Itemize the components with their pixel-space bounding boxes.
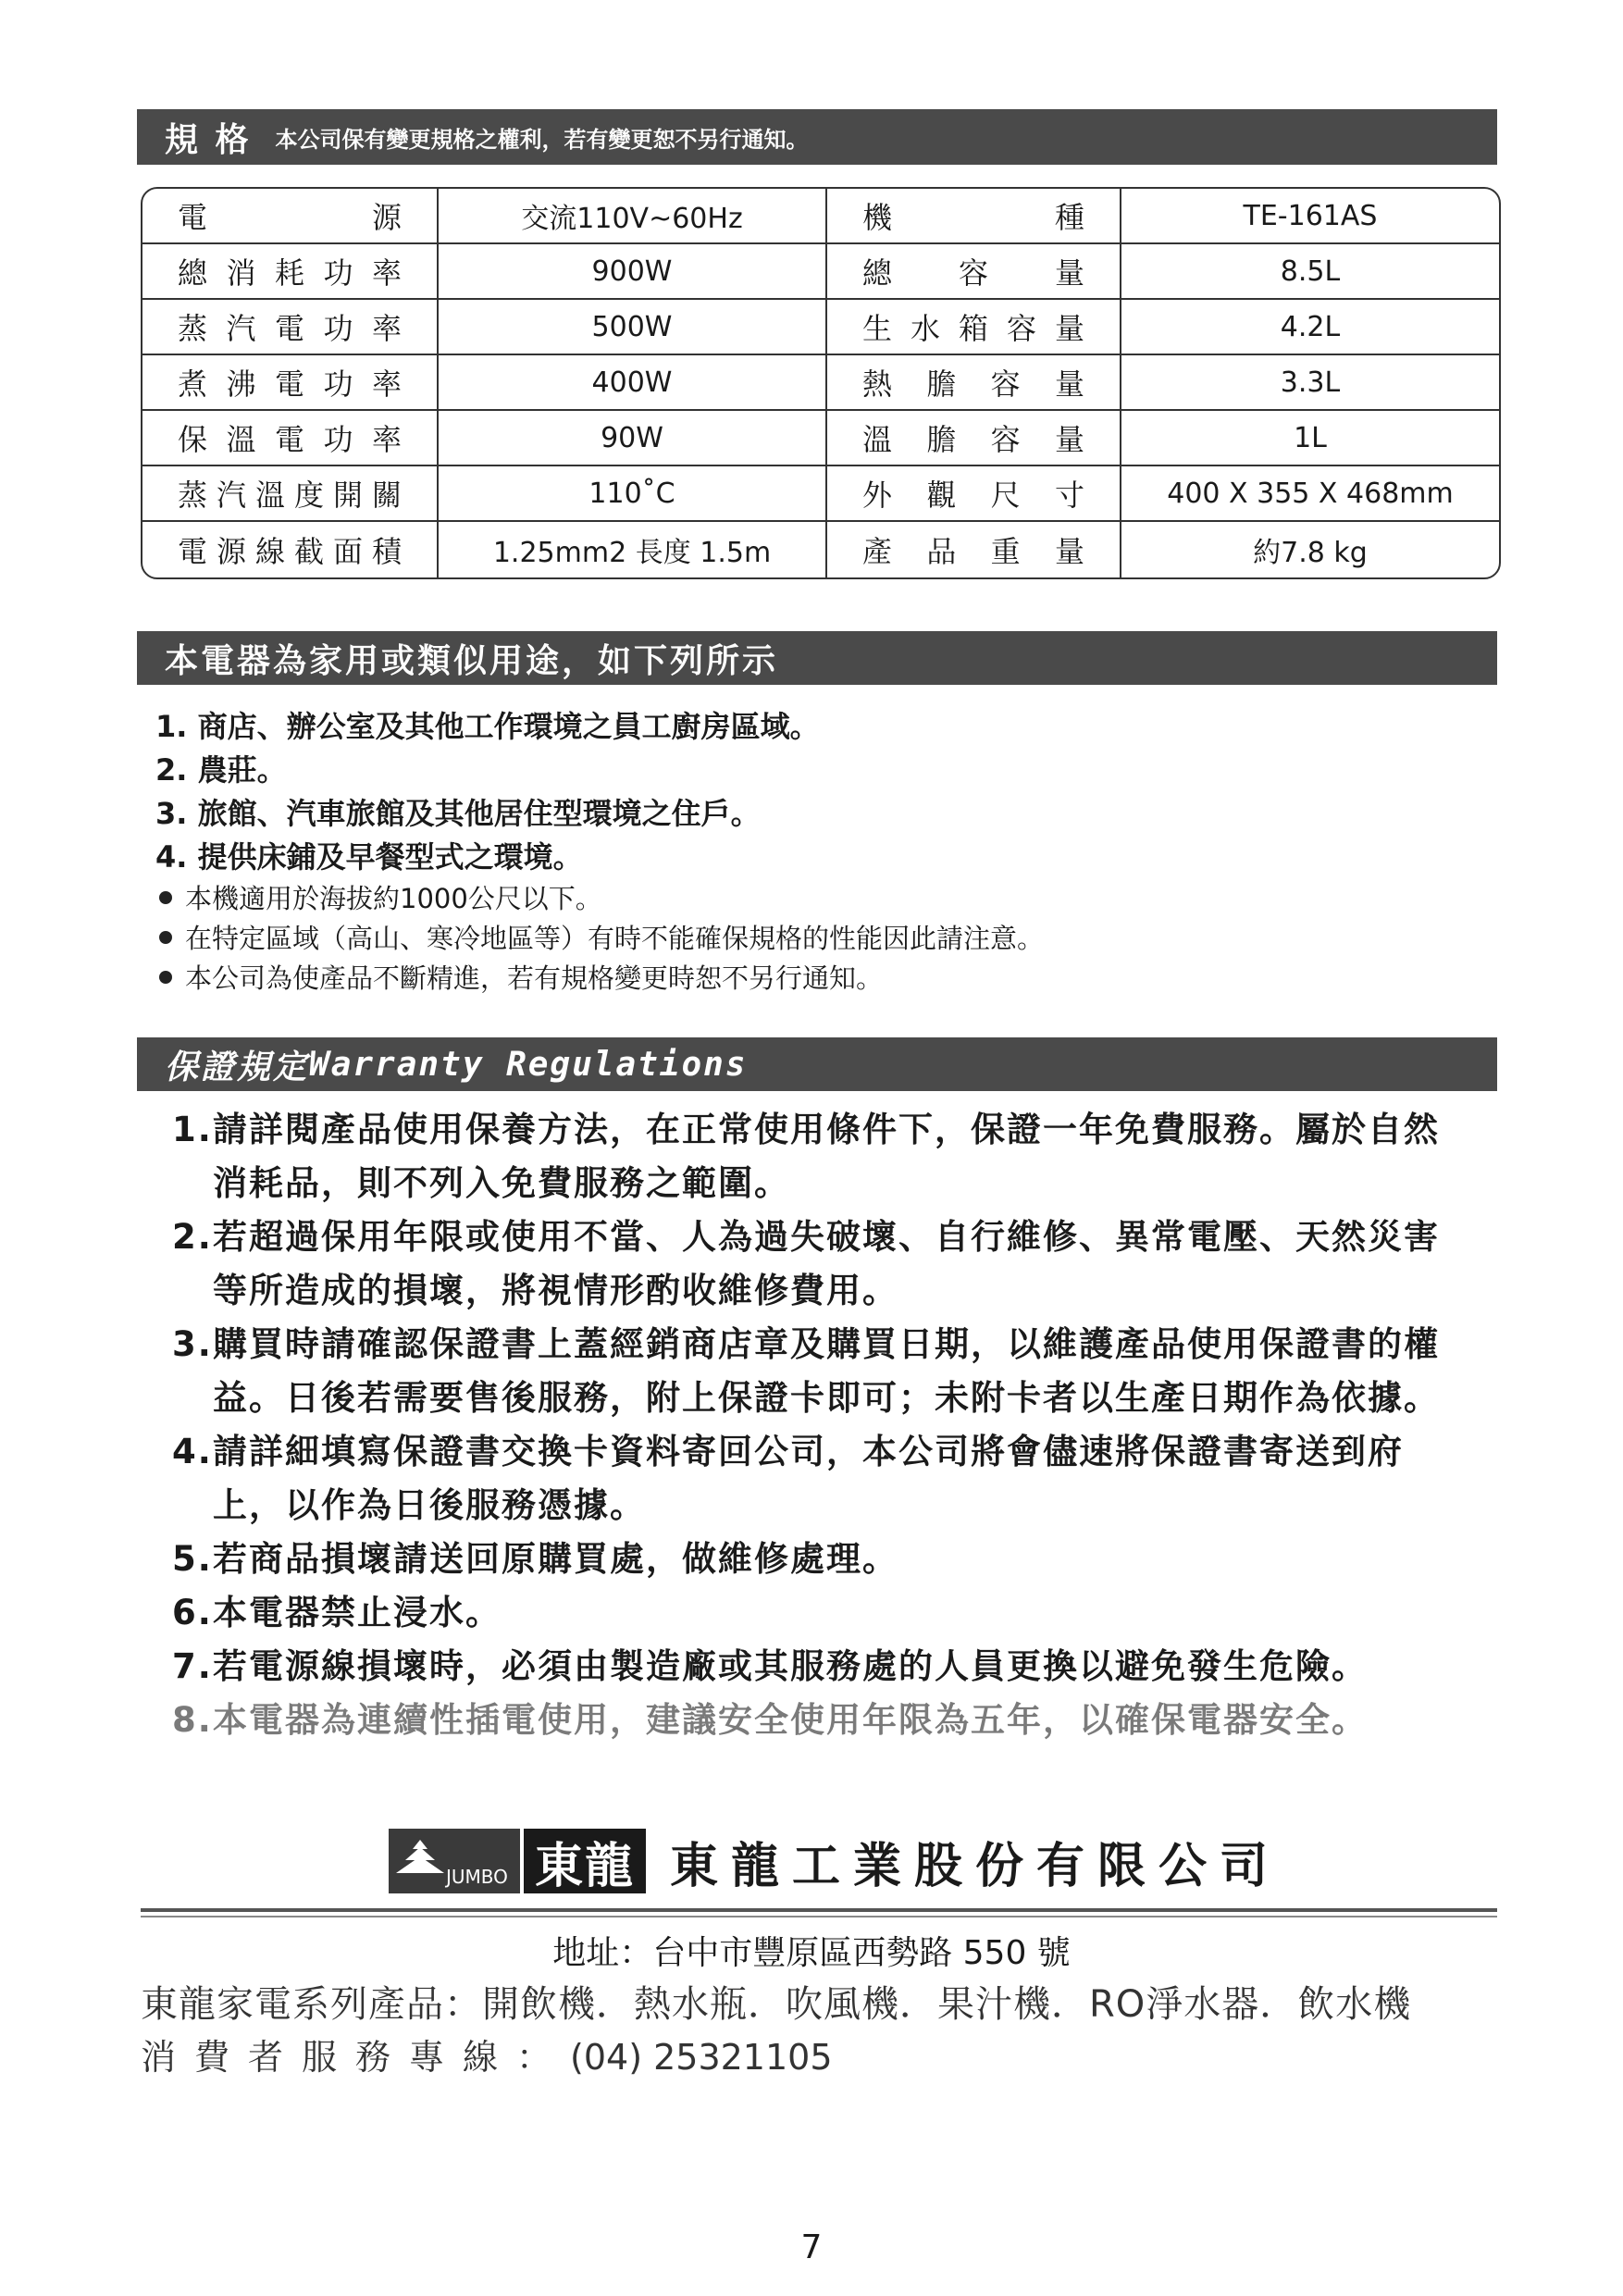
table-row — [142, 189, 1499, 244]
spec-subtitle: 本公司保有變更規格之權利，若有變更恕不另行通知。 — [275, 126, 809, 153]
bullet-dot-icon — [159, 931, 172, 944]
list-item — [159, 879, 1044, 919]
pagoda-logo-icon — [394, 1838, 446, 1875]
item-number: 7. — [172, 1646, 213, 1686]
spec-label: 生水箱容量 — [827, 300, 1121, 355]
spec-value: TE-161AS — [1121, 189, 1499, 244]
item-text: 若商品損壞請送回原購買處，做維修處理。 — [213, 1539, 898, 1579]
warranty-list — [172, 1103, 1468, 1747]
item-text: 請詳閱產品使用保養方法，在正常使用條件下，保證一年免費服務。屬於自然消耗品，則不列入免費服務之範圍。 — [213, 1110, 1440, 1203]
table-row — [142, 522, 1499, 577]
spec-label: 外觀尺寸 — [827, 466, 1121, 522]
item-text: 若電源線損壞時，必須由製造廠或其服務處的人員更換以避免發生危險。 — [213, 1646, 1368, 1686]
note-list — [159, 879, 1044, 999]
spec-label: 機種 — [827, 189, 1121, 244]
table-row — [142, 355, 1499, 411]
list-item — [172, 1533, 1468, 1586]
spec-value: 4.2L — [1121, 300, 1499, 355]
usage-title: 本電器為家用或類似用途，如下列所示 — [165, 641, 779, 680]
company-address: 地址：台中市豐原區西勢路 550 號 — [552, 1934, 1071, 1972]
spec-label: 蒸汽溫度開關 — [142, 466, 439, 522]
table-row — [142, 300, 1499, 355]
item-text: 本電器為連續性插電使用，建議安全使用年限為五年，以確保電器安全。 — [213, 1700, 1368, 1740]
item-number: 3. — [172, 1324, 213, 1364]
item-number: 4. — [172, 1432, 213, 1471]
service-hotline — [141, 2029, 833, 2079]
spec-table — [141, 187, 1501, 579]
warranty-title-en: Warranty Regulations — [309, 1045, 748, 1084]
note-text: 本機適用於海拔約1000公尺以下。 — [185, 883, 602, 914]
spec-value: 900W — [439, 244, 827, 300]
list-item: 2. 農莊。 — [155, 752, 287, 788]
spec-label: 總容量 — [827, 244, 1121, 300]
hotline-number: (04) 25321105 — [570, 2037, 833, 2078]
list-item — [172, 1586, 1468, 1640]
list-item — [172, 1694, 1468, 1747]
divider — [141, 1916, 1497, 1917]
warranty-section-header — [137, 1037, 1497, 1091]
spec-label: 電源 — [142, 189, 439, 244]
list-item — [159, 919, 1044, 959]
logo-text: JUMBO — [446, 1866, 508, 1888]
note-text: 在特定區域（高山、寒冷地區等）有時不能確保規格的性能因此請注意。 — [185, 923, 1045, 954]
spec-value: 3.3L — [1121, 355, 1499, 411]
item-number: 6. — [172, 1593, 213, 1632]
spec-label: 煮沸電功率 — [142, 355, 439, 411]
table-row — [142, 411, 1499, 466]
table-row — [142, 466, 1499, 522]
spec-label: 保溫電功率 — [142, 411, 439, 466]
item-number: 5. — [172, 1539, 213, 1579]
list-item: 1. 商店、辦公室及其他工作環境之員工廚房區域。 — [155, 709, 820, 744]
spec-value: 約7.8 kg — [1253, 537, 1368, 569]
spec-value: 400 X 355 X 468mm — [1121, 466, 1499, 522]
spec-value: 400W — [439, 355, 827, 411]
list-item — [159, 959, 1044, 999]
list-item — [172, 1210, 1468, 1318]
spec-label: 熱膽容量 — [827, 355, 1121, 411]
warranty-title-zh: 保證規定 — [165, 1048, 310, 1086]
table-row — [142, 244, 1499, 300]
spec-value: 90W — [439, 411, 827, 466]
spec-title: 規 格 — [165, 120, 252, 159]
hotline-label: 消費者服務專線： — [141, 2037, 571, 2078]
list-item — [172, 1103, 1468, 1210]
item-text: 本電器禁止浸水。 — [213, 1593, 502, 1632]
item-number: 1. — [172, 1110, 213, 1149]
spec-value: 1L — [1121, 411, 1499, 466]
item-number: 2. — [172, 1217, 213, 1257]
spec-value: 交流110V~60Hz — [439, 189, 827, 244]
spec-label: 溫膽容量 — [827, 411, 1121, 466]
spec-value: 8.5L — [1121, 244, 1499, 300]
usage-list — [155, 705, 820, 879]
spec-section-header — [137, 109, 1497, 165]
spec-label: 電源線截面積 — [142, 522, 439, 577]
list-item — [172, 1640, 1468, 1694]
spec-value: 500W — [439, 300, 827, 355]
usage-section-header — [137, 631, 1497, 685]
spec-value: 1.25mm2 長度 1.5m — [439, 522, 827, 577]
divider — [141, 1908, 1497, 1912]
product-line: 東龍家電系列產品：開飲機．熱水瓶．吹風機．果汁機．RO淨水器．飲水機 — [141, 1983, 1412, 2026]
list-item: 3. 旅館、汽車旅館及其他居住型環境之住戶。 — [155, 796, 761, 831]
item-text: 若超過保用年限或使用不當、人為過失破壞、自行維修、異常電壓、天然災害等所造成的損壞，將視情形酌收維修費用。 — [213, 1217, 1440, 1310]
brand-mark: 東龍 — [524, 1829, 646, 1893]
list-item: 4. 提供床鋪及早餐型式之環境。 — [155, 839, 583, 875]
page-number: 7 — [800, 2228, 823, 2266]
list-item — [172, 1318, 1468, 1425]
bullet-dot-icon — [159, 891, 172, 904]
item-text: 請詳細填寫保證書交換卡資料寄回公司，本公司將會儘速將保證書寄送到府上，以作為日後服務憑據。 — [213, 1432, 1404, 1525]
item-text: 購買時請確認保證書上蓋經銷商店章及購買日期，以維護產品使用保證書的權益。日後若需要售後服務，附上保證卡即可；未附卡者以生產日期作為依據。 — [213, 1324, 1440, 1418]
company-name: 東龍工業股份有限公司 — [670, 1838, 1282, 1894]
note-text: 本公司為使產品不斷精進，若有規格變更時恕不另行通知。 — [185, 962, 884, 994]
spec-label: 產品重量 — [827, 522, 1121, 577]
company-header — [389, 1829, 1281, 1893]
bullet-dot-icon — [159, 971, 172, 984]
item-number: 8. — [172, 1700, 213, 1740]
spec-label: 蒸汽電功率 — [142, 300, 439, 355]
spec-label: 總消耗功率 — [142, 244, 439, 300]
list-item — [172, 1425, 1468, 1533]
spec-value: 110˚C — [439, 466, 827, 522]
company-logo — [389, 1829, 520, 1893]
